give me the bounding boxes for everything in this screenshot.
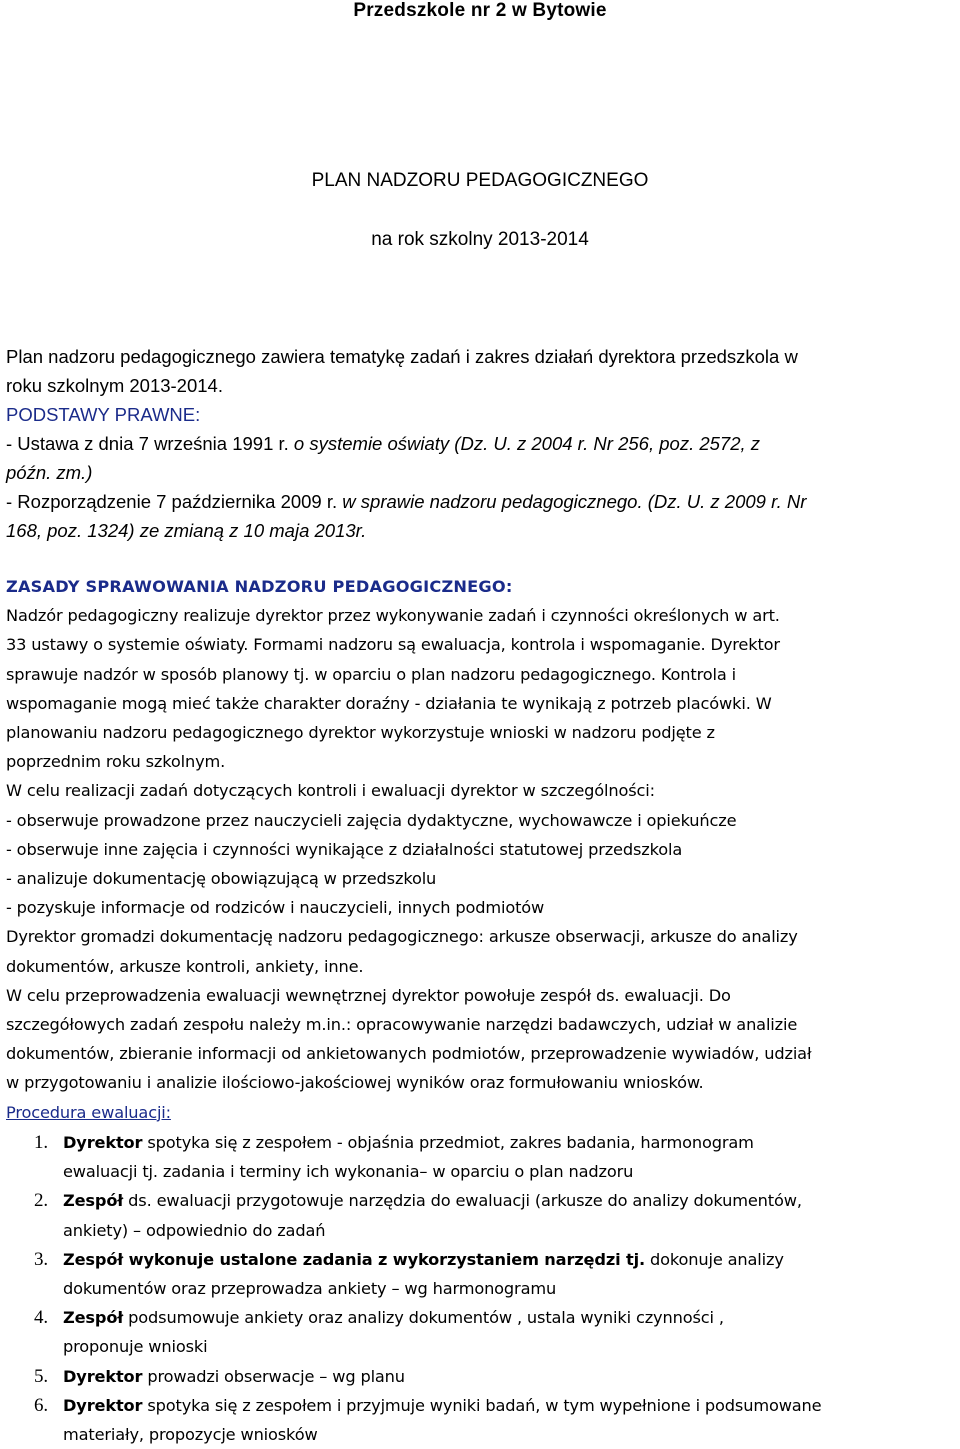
principles-line: dokumentów, zbieranie informacji od ankietowanych podmiotów, przeprowadzenie wywiadów, udział xyxy=(6,1044,812,1064)
procedure-item xyxy=(0,1303,960,1361)
procedure-text-cont: proponuje wnioski xyxy=(63,1337,208,1357)
principles-line: - analizuje dokumentację obowiązującą w przedszkolu xyxy=(6,869,437,889)
principles-line: poprzednim roku szkolnym. xyxy=(6,752,226,772)
principles-line: szczegółowych zadań zespołu należy m.in.: opracowywanie narzędzi badawczych, udział w analizie xyxy=(6,1015,798,1035)
procedure-text: dokonuje analizy xyxy=(644,1249,784,1269)
procedure-number: 4. xyxy=(34,1307,48,1329)
procedure-item xyxy=(0,1362,960,1391)
procedure-text-cont: ewaluacji tj. zadania i terminy ich wykonania– w oparciu o plan nadzoru xyxy=(63,1162,634,1182)
procedure-text-cont: dokumentów oraz przeprowadza ankiety – wg harmonogramu xyxy=(63,1279,557,1299)
procedure-item xyxy=(0,1245,960,1303)
principles-line: w przygotowaniu i analizie ilościowo-jakościowej wyników oraz formułowaniu wniosków. xyxy=(6,1073,704,1093)
procedure-number: 1. xyxy=(34,1132,48,1153)
procedure-text-cont: ankiety) – odpowiednio do zadań xyxy=(63,1220,326,1240)
legal-basis-reference: o systemie oświaty (Dz. U. z 2004 r. Nr 256, poz. 2572, z xyxy=(293,433,761,454)
principles-section xyxy=(6,572,960,1127)
school-name: Przedszkole nr 2 w Bytowie xyxy=(353,0,607,21)
intro-line: roku szkolnym 2013-2014. xyxy=(6,375,223,396)
legal-basis-item xyxy=(6,429,960,458)
legal-basis-continuation: późn. zm.) xyxy=(6,462,93,483)
procedure-actor: Zespół xyxy=(63,1308,124,1328)
procedure-number: 6. xyxy=(34,1394,48,1416)
intro-section xyxy=(6,342,960,545)
principles-line: Nadzór pedagogiczny realizuje dyrektor przez wykonywanie zadań i czynności określonych w art. xyxy=(6,606,780,626)
procedure-item xyxy=(0,1186,960,1244)
procedure-actor: Zespół wykonuje ustalone zadania z wykorzystaniem narzędzi tj. xyxy=(63,1249,645,1269)
procedure-item xyxy=(0,1391,960,1449)
principles-line: W celu przeprowadzenia ewaluacji wewnętrznej dyrektor powołuje zespół ds. ewaluacji. Do xyxy=(6,985,731,1005)
procedure-text: ds. ewaluacji przygotowuje narzędzia do ewaluacji (arkusze do analizy dokumentów, xyxy=(123,1191,802,1211)
procedure-text: spotyka się z zespołem - objaśnia przedmiot, zakres badania, harmonogram xyxy=(142,1133,754,1152)
principles-line: wspomaganie mogą mieć także charakter doraźny - działania te wynikają z potrzeb placówki. W xyxy=(6,693,772,713)
principles-line: W celu realizacji zadań dotyczących kontroli i ewaluacji dyrektor w szczególności: xyxy=(6,781,655,801)
legal-basis-text: - Rozporządzenie 7 października 2009 r. xyxy=(6,491,343,512)
intro-line: Plan nadzoru pedagogicznego zawiera tematykę zadań i zakres działań dyrektora przedszkola w xyxy=(6,346,798,367)
procedure-number: 2. xyxy=(34,1190,48,1212)
plan-title: PLAN NADZORU PEDAGOGICZNEGO xyxy=(311,170,649,191)
procedure-list xyxy=(0,1128,960,1449)
principles-line: sprawuje nadzór w sposób planowy tj. w oparciu o plan nadzoru pedagogicznego. Kontrola i xyxy=(6,664,736,684)
procedure-actor: Dyrektor xyxy=(63,1133,143,1152)
legal-basis-heading: PODSTAWY PRAWNE: xyxy=(6,404,201,425)
principles-line: - pozyskuje informacje od rodziców i nauczycieli, innych podmiotów xyxy=(6,898,545,918)
principles-heading: ZASADY SPRAWOWANIA NADZORU PEDAGOGICZNEGO: xyxy=(6,577,513,596)
procedure-text: spotyka się z zespołem i przyjmuje wyniki badań, w tym wypełnione i podsumowane xyxy=(142,1395,822,1415)
procedure-text-cont: materiały, propozycje wniosków xyxy=(63,1425,318,1445)
procedure-actor: Dyrektor xyxy=(63,1366,143,1386)
principles-line: planowaniu nadzoru pedagogicznego dyrektor wykorzystuje wnioski w nadzoru podjęte z xyxy=(6,723,715,743)
procedure-actor: Zespół xyxy=(63,1191,124,1211)
legal-basis-reference: w sprawie nadzoru pedagogicznego. (Dz. U. z 2009 r. Nr xyxy=(342,491,807,512)
procedure-heading: Procedura ewaluacji: xyxy=(6,1102,171,1122)
principles-line: - obserwuje inne zajęcia i czynności wynikające z działalności statutowej przedszkola xyxy=(6,839,683,859)
principles-line: Dyrektor gromadzi dokumentację nadzoru pedagogicznego: arkusze obserwacji, arkusze do analizy xyxy=(6,927,798,947)
principles-line: - obserwuje prowadzone przez nauczycieli zajęcia dydaktyczne, wychowawcze i opiekuńcze xyxy=(6,810,737,830)
legal-basis-text: - Ustawa z dnia 7 września 1991 r. xyxy=(6,433,294,454)
procedure-text: prowadzi obserwacje – wg planu xyxy=(142,1366,405,1386)
principles-line: 33 ustawy o systemie oświaty. Formami nadzoru są ewaluacja, kontrola i wspomaganie. Dyrektor xyxy=(6,635,780,655)
procedure-number: 5. xyxy=(34,1365,48,1387)
legal-basis-item xyxy=(6,487,960,516)
procedure-number: 3. xyxy=(34,1248,48,1270)
principles-line: dokumentów, arkusze kontroli, ankiety, inne. xyxy=(6,956,364,976)
legal-basis-continuation: 168, poz. 1324) ze zmianą z 10 maja 2013r. xyxy=(6,520,367,541)
procedure-text: podsumowuje ankiety oraz analizy dokumentów , ustala wyniki czynności , xyxy=(123,1308,724,1328)
procedure-actor: Dyrektor xyxy=(63,1395,143,1415)
procedure-item xyxy=(0,1128,960,1186)
school-year: na rok szkolny 2013-2014 xyxy=(371,229,589,250)
